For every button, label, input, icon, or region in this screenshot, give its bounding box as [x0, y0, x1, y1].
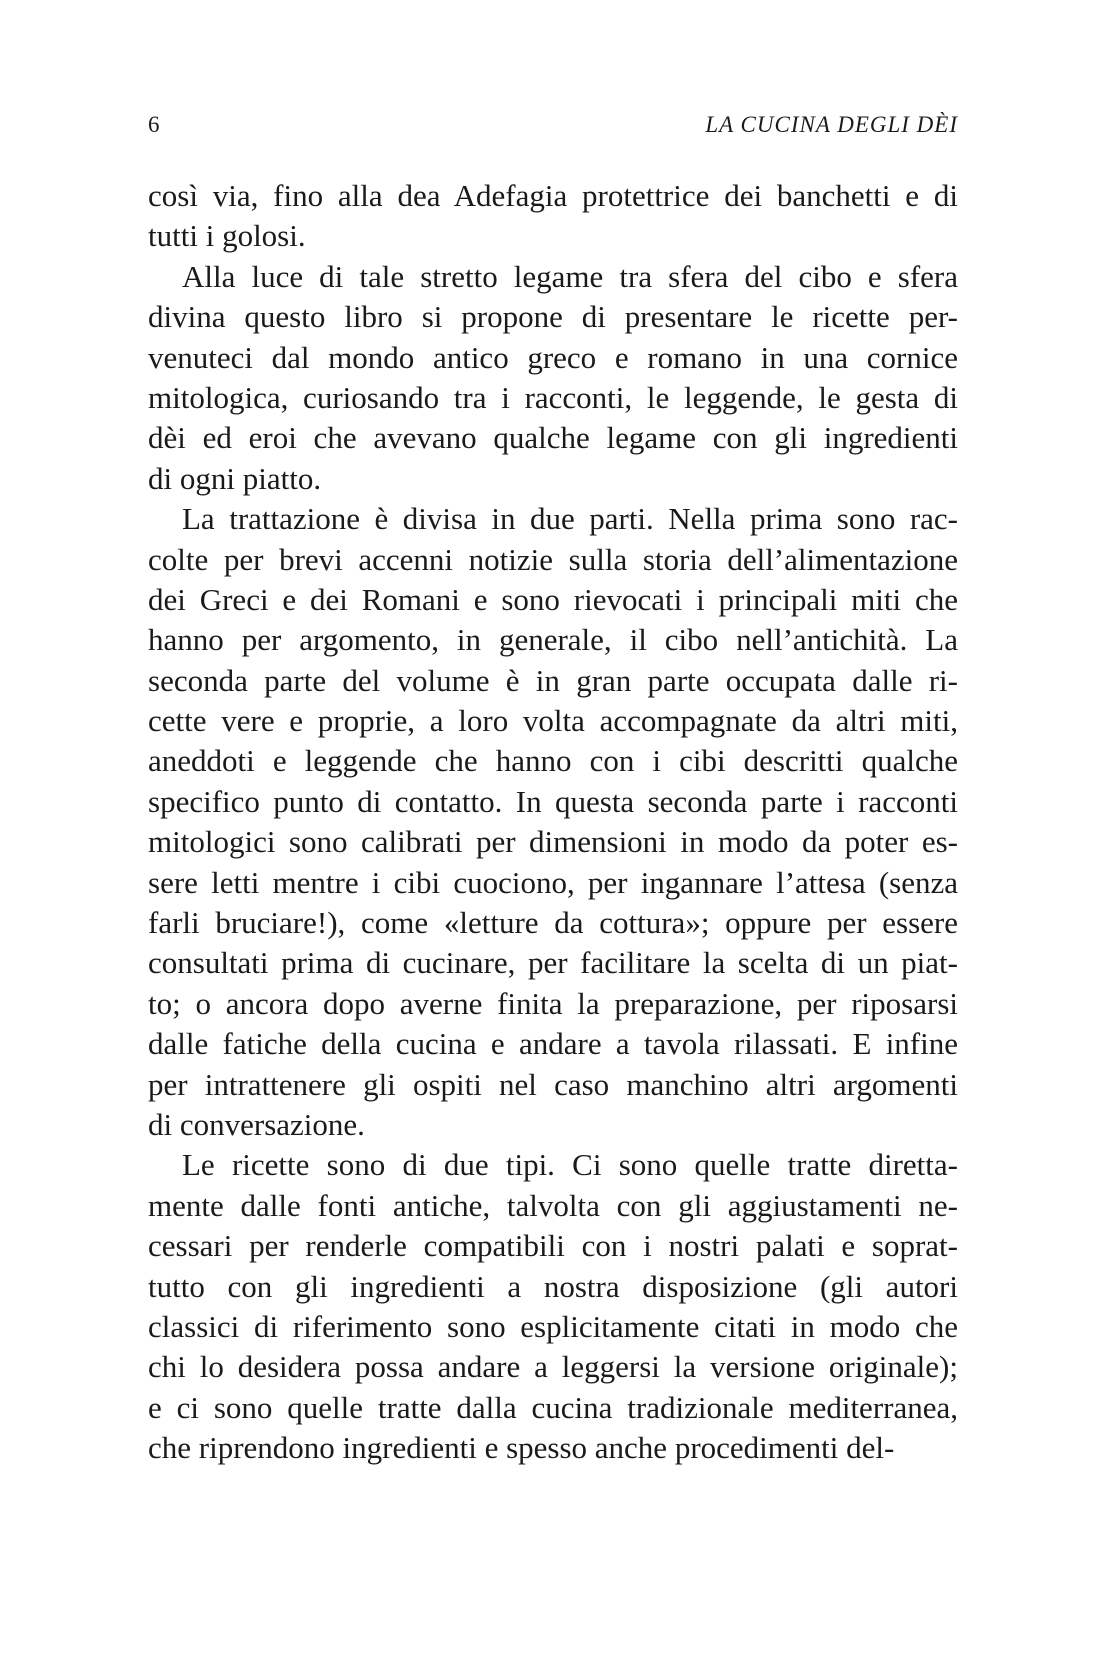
text-line: di ogni piatto. [148, 460, 322, 496]
paragraph [148, 257, 958, 499]
text-line: classici di riferimento sono esplicitamente citati in modo che [148, 1308, 958, 1344]
text-line: venuteci dal mondo antico greco e romano in una cornice [148, 339, 958, 375]
text-line: aneddoti e leggende che hanno con i cibi descritti qualche [148, 743, 958, 779]
text-line: mitologica, curiosando tra i racconti, le leggende, le gesta di [148, 379, 958, 415]
text-line: chi lo desidera possa andare a leggersi la versione originale); [148, 1349, 958, 1385]
text-line: tutto con gli ingredienti a nostra disposizione (gli autori [148, 1268, 958, 1304]
paragraph [148, 499, 958, 1145]
text-line: colte per brevi accenni notizie sulla storia dell’alimentazione [148, 541, 958, 577]
text-line: e ci sono quelle tratte dalla cucina tradizionale mediterranea, [148, 1389, 958, 1425]
text-line: Le ricette sono di due tipi. Ci sono quelle tratte diretta- [182, 1147, 958, 1183]
paragraph [148, 1145, 958, 1468]
page-number: 6 [148, 112, 160, 137]
text-line: specifico punto di contatto. In questa seconda parte i racconti [148, 783, 958, 819]
text-line: così via, fino alla dea Adefagia protettrice dei banchetti e di [148, 178, 958, 213]
text-line: dalle fatiche della cucina e andare a tavola rilassati. E infine [148, 1026, 958, 1062]
text-line: seconda parte del volume è in gran parte occupata dalle ri- [148, 662, 958, 698]
text-line: mitologici sono calibrati per dimensioni in modo da poter es- [148, 824, 958, 860]
text-line: La trattazione è divisa in due parti. Nella prima sono rac- [182, 501, 958, 537]
text-line: dei Greci e dei Romani e sono rievocati i principali miti che [148, 581, 958, 617]
text-line: consultati prima di cucinare, per facilitare la scelta di un piat- [148, 945, 958, 981]
text-line: tutti i golosi. [148, 218, 306, 254]
text-line: Alla luce di tale stretto legame tra sfera del cibo e sfera [182, 258, 958, 294]
paragraph [148, 176, 958, 257]
text-line: per intrattenere gli ospiti nel caso manchino altri argomenti [148, 1066, 958, 1102]
text-line: to; o ancora dopo averne finita la preparazione, per riposarsi [148, 985, 958, 1021]
text-line: cette vere e proprie, a loro volta accompagnate da altri miti, [148, 703, 958, 739]
text-line: farli bruciare!), come «letture da cottura»; oppure per essere [148, 905, 958, 941]
body-text [148, 176, 958, 1469]
text-line: sere letti mentre i cibi cuociono, per ingannare l’attesa (senza [148, 864, 958, 900]
text-line: che riprendono ingredienti e spesso anche procedimenti del- [148, 1430, 895, 1466]
running-head [148, 112, 958, 152]
text-line: cessari per renderle compatibili con i nostri palati e soprat- [148, 1228, 958, 1264]
text-line: di conversazione. [148, 1106, 365, 1142]
running-title: LA CUCINA DEGLI DÈI [705, 112, 958, 137]
text-line: dèi ed eroi che avevano qualche legame con gli ingredienti [148, 420, 958, 456]
text-line: hanno per argomento, in generale, il cibo nell’antichità. La [148, 622, 958, 658]
text-line: mente dalle fonti antiche, talvolta con gli aggiustamenti ne- [148, 1187, 958, 1223]
text-line: divina questo libro si propone di presentare le ricette per- [148, 299, 958, 335]
